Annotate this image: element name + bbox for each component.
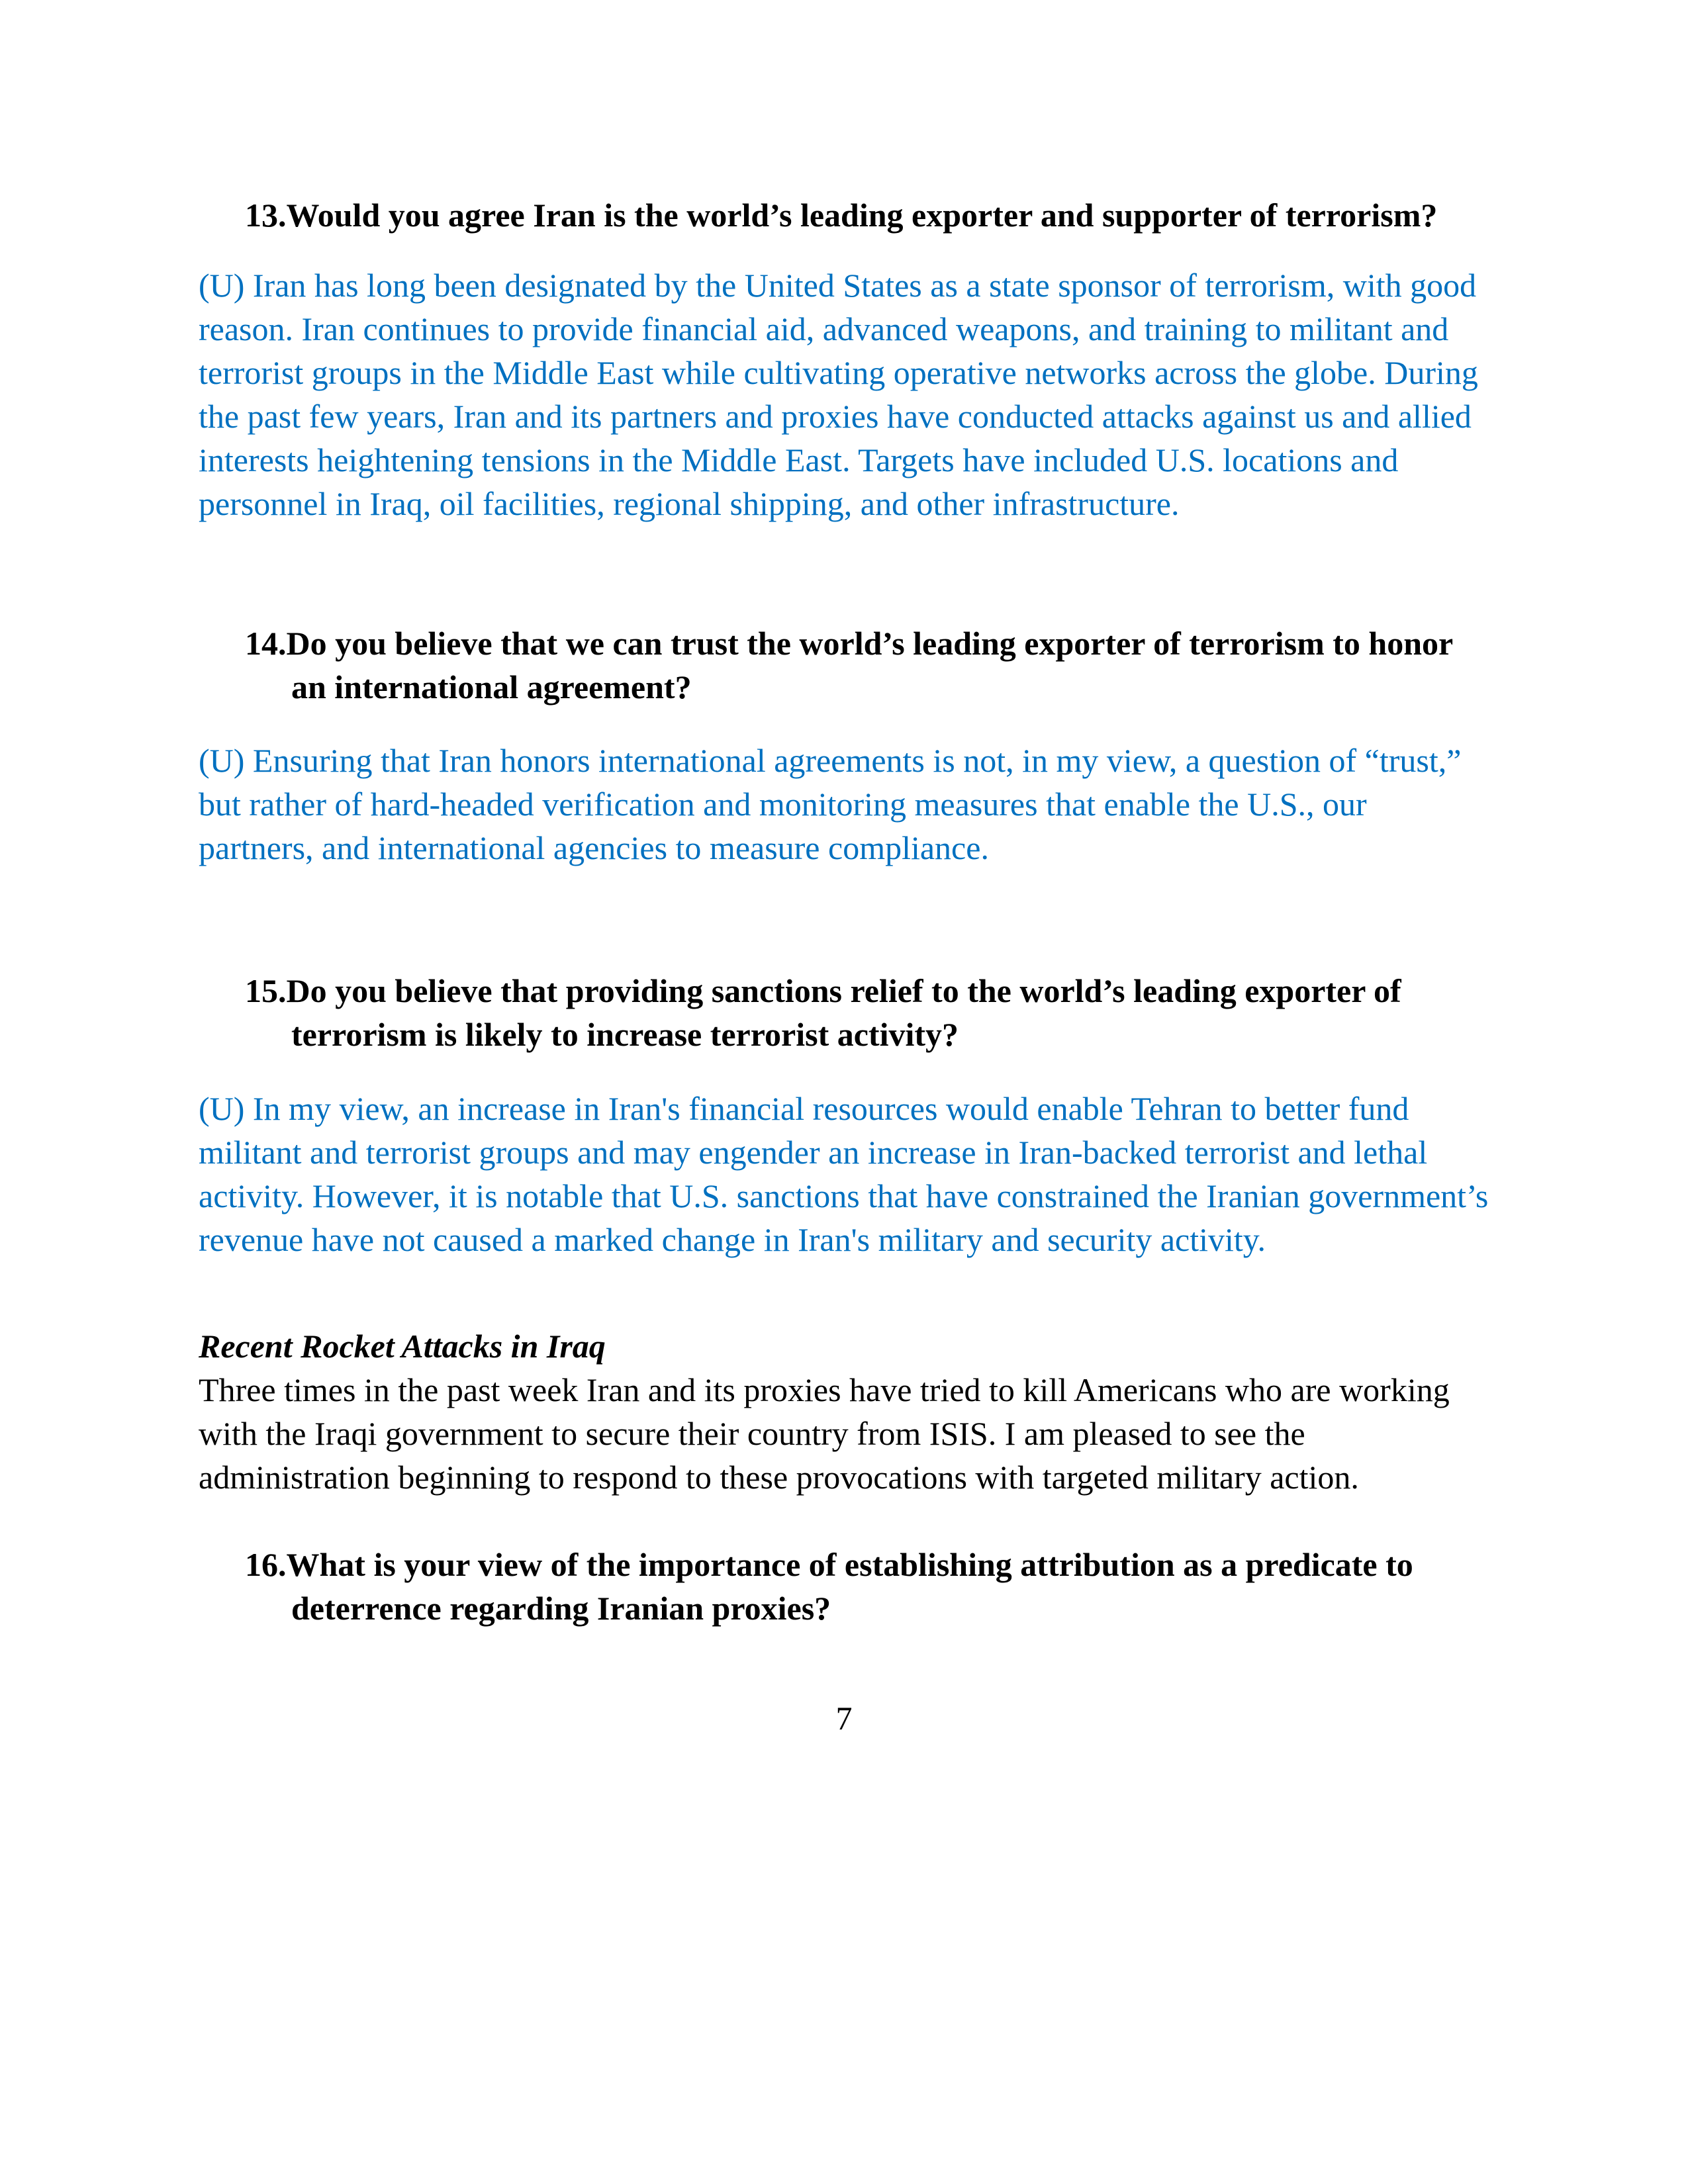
question-14 <box>199 621 1489 709</box>
question-13-text: Would you agree Iran is the world’s leading exporter and supporter of terrorism? <box>286 197 1438 234</box>
question-15-text: Do you believe that providing sanctions relief to the world’s leading exporter of terrorism is likely to increase terrorist activity? <box>286 972 1401 1053</box>
section-paragraph: Three times in the past week Iran and its proxies have tried to kill Americans who are working with the Iraqi government to secure their country from ISIS. I am pleased to see the administration beginning to respond to these provocations with targeted military action. <box>199 1371 1450 1496</box>
page-number: 7 <box>835 1700 853 1737</box>
section-recent-rocket-attacks <box>199 1324 1489 1499</box>
answer-15: (U) In my view, an increase in Iran's financial resources would enable Tehran to better fund militant and terrorist groups and may engender an increase in Iran-backed terrorist and lethal activity. However, it is notable that U.S. sanctions that have constrained the Iranian government’s revenue have not caused a marked change in Iran's military and security activity. <box>199 1090 1489 1258</box>
question-13 <box>199 193 1489 237</box>
question-16 <box>199 1543 1489 1630</box>
question-14-number: 14. <box>245 625 287 662</box>
question-13-number: 13. <box>245 197 287 234</box>
answer-14: (U) Ensuring that Iran honors international agreements is not, in my view, a question of “trust,” but rather of hard-headed verification and monitoring measures that enable the U.S., our partners, and international agencies to measure compliance. <box>199 742 1462 866</box>
question-16-number: 16. <box>245 1546 287 1583</box>
question-14-text: Do you believe that we can trust the world’s leading exporter of terrorism to honor an international agreement? <box>286 625 1453 705</box>
question-15 <box>199 969 1489 1056</box>
section-heading: Recent Rocket Attacks in Iraq <box>199 1328 606 1365</box>
answer-13: (U) Iran has long been designated by the United States as a state sponsor of terrorism, with good reason. Iran continues to provide financial aid, advanced weapons, and training to militant and terrorist groups in the Middle East while cultivating operative networks across the globe. During the past few years, Iran and its partners and proxies have conducted attacks against us and allied interests heightening tensions in the Middle East. Targets have included U.S. locations and personnel in Iraq, oil facilities, regional shipping, and other infrastructure. <box>199 267 1478 522</box>
question-16-text: What is your view of the importance of establishing attribution as a predicate to deterrence regarding Iranian proxies? <box>286 1546 1413 1627</box>
question-15-number: 15. <box>245 972 287 1009</box>
